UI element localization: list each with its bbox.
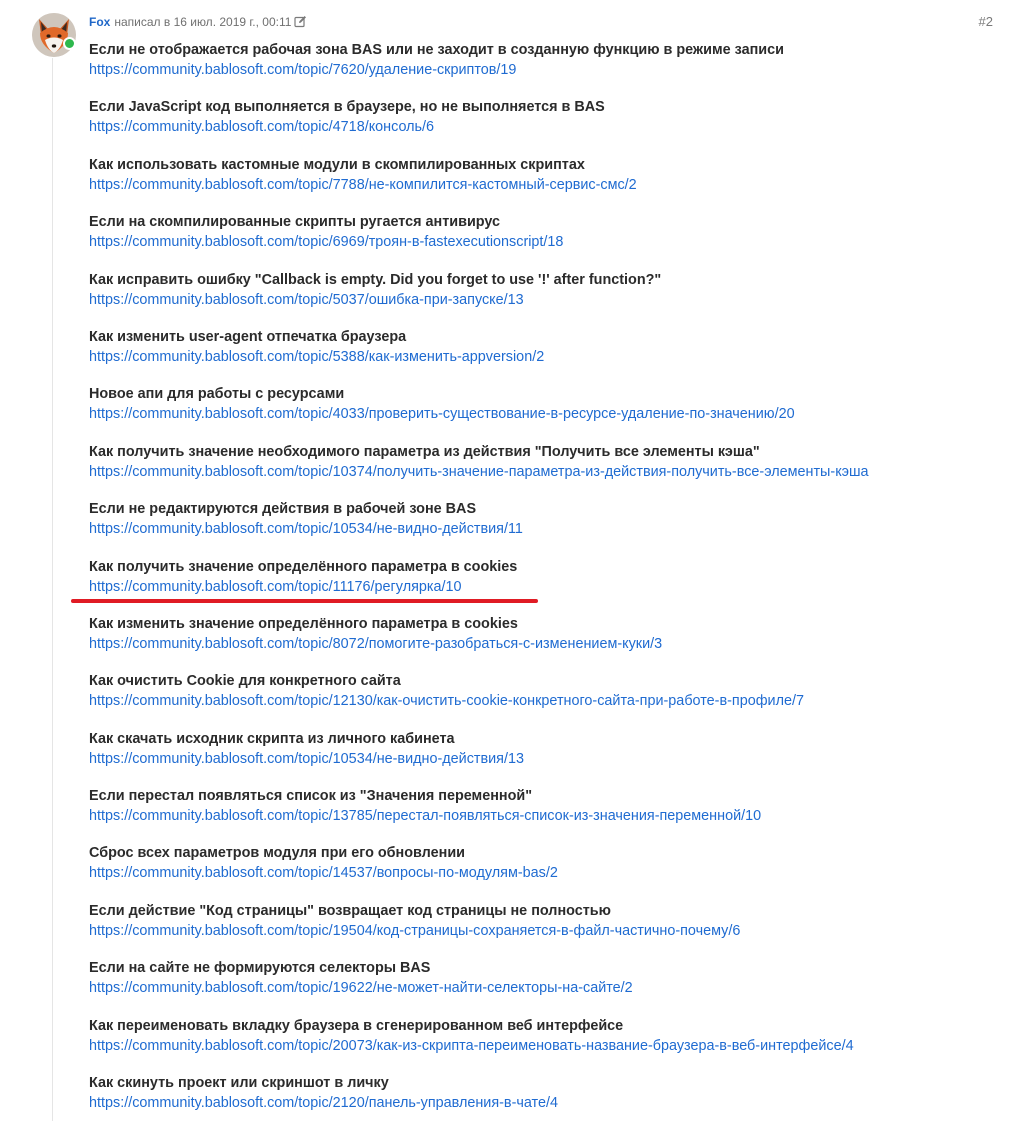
faq-entry-link[interactable]: https://community.bablosoft.com/topic/7788/не-компилится-кастомный-сервис-смс/2 [89, 176, 637, 193]
faq-entry-title: Как очистить Cookie для конкретного сайта [89, 673, 401, 690]
faq-entry [89, 958, 989, 1015]
author-avatar[interactable] [32, 13, 76, 57]
faq-entry-link[interactable]: https://community.bablosoft.com/topic/10534/не-видно-действия/11 [89, 521, 523, 538]
faq-entry-title: Если не отображается рабочая зона BAS или не заходит в созданную функцию в режиме записи [89, 42, 784, 58]
faq-entry-title: Как переименовать вкладку браузера в сгенерированном веб интерфейсе [89, 1017, 624, 1034]
fox-avatar-icon [32, 13, 76, 57]
faq-entry [89, 442, 989, 499]
faq-entry [89, 671, 989, 728]
faq-entry [89, 901, 989, 958]
thread-timeline-line [52, 58, 53, 1121]
post-number-link[interactable]: #2 [978, 14, 993, 29]
faq-entry [89, 614, 989, 671]
faq-entry-title: Как использовать кастомные модули в скомпилированных скриптах [89, 156, 585, 173]
author-name-link[interactable]: Fox [89, 15, 111, 29]
faq-entry-link[interactable]: https://community.bablosoft.com/topic/20073/как-из-скрипта-переименовать-название-браузера-в-веб-интерфейсе/4 [89, 1037, 854, 1054]
faq-entry [89, 155, 989, 212]
faq-entry-link[interactable]: https://community.bablosoft.com/topic/10374/получить-значение-параметра-из-действия-получить-все-элементы-кэша [89, 463, 869, 480]
faq-entry-title: Новое апи для работы с ресурсами [89, 386, 345, 403]
faq-entry-link[interactable]: https://community.bablosoft.com/topic/4033/проверить-существование-в-ресурсе-удаление-по-значению/20 [89, 406, 795, 423]
faq-entry [89, 1016, 989, 1073]
post-meta-text: написал в 16 июл. 2019 г., 00:11 [114, 15, 292, 29]
faq-entry-link[interactable]: https://community.bablosoft.com/topic/5037/ошибка-при-запуске/13 [89, 291, 524, 308]
faq-entry-link[interactable]: https://community.bablosoft.com/topic/2120/панель-управления-в-чате/4 [89, 1095, 558, 1112]
faq-entry-link[interactable]: https://community.bablosoft.com/topic/7620/удаление-скриптов/19 [89, 62, 517, 78]
faq-entry-link[interactable]: https://community.bablosoft.com/topic/6969/троян-в-fastexecutionscript/18 [89, 234, 564, 251]
faq-entry [89, 843, 989, 900]
faq-entry-link[interactable]: https://community.bablosoft.com/topic/11176/регулярка/10 [89, 578, 462, 595]
faq-entry-title: Сброс всех параметров модуля при его обновлении [89, 845, 466, 862]
faq-entry-title: Как исправить ошибку "Callback is empty. Did you forget to use '!' after function?" [89, 271, 662, 288]
faq-entry-link[interactable]: https://community.bablosoft.com/topic/14537/вопросы-по-модулям-bas/2 [89, 865, 558, 882]
faq-entry-list [89, 40, 989, 1130]
faq-entry [89, 40, 989, 97]
faq-entry [89, 557, 989, 614]
post-header [89, 14, 307, 30]
faq-entry-title: Если JavaScript код выполняется в браузере, но не выполняется в BAS [89, 99, 605, 116]
faq-entry-title: Как изменить user-agent отпечатка браузера [89, 328, 407, 345]
faq-entry-title: Если перестал появляться список из "Значения переменной" [89, 788, 533, 805]
red-underline-annotation [71, 599, 538, 603]
online-status-dot [63, 37, 76, 50]
edit-pencil-icon[interactable] [294, 15, 307, 32]
faq-entry [89, 786, 989, 843]
faq-entry-link[interactable]: https://community.bablosoft.com/topic/8072/помогите-разобраться-с-изменением-куки/3 [89, 635, 663, 652]
faq-entry [89, 1073, 989, 1130]
faq-entry-title: Как скинуть проект или скриншот в личку [89, 1075, 389, 1092]
faq-entry-link[interactable]: https://community.bablosoft.com/topic/13785/перестал-появляться-список-из-значения-переменной/10 [89, 808, 762, 825]
faq-entry-link[interactable]: https://community.bablosoft.com/topic/19622/не-может-найти-селекторы-на-сайте/2 [89, 980, 633, 997]
faq-entry-title: Как изменить значение определённого параметра в cookies [89, 615, 518, 632]
faq-entry [89, 499, 989, 556]
faq-entry-title: Если на сайте не формируются селекторы BAS [89, 960, 431, 977]
faq-entry [89, 729, 989, 786]
faq-entry [89, 212, 989, 269]
faq-entry-title: Как получить значение определённого параметра в cookies [89, 558, 518, 575]
faq-entry-title: Как получить значение необходимого параметра из действия "Получить все элементы кэша" [89, 443, 760, 460]
faq-entry [89, 97, 989, 154]
faq-entry-title: Если не редактируются действия в рабочей зоне BAS [89, 501, 477, 518]
faq-entry [89, 327, 989, 384]
faq-entry-link[interactable]: https://community.bablosoft.com/topic/10534/не-видно-действия/13 [89, 750, 524, 767]
faq-entry [89, 384, 989, 441]
faq-entry [89, 270, 989, 327]
faq-entry-title: Как скачать исходник скрипта из личного кабинета [89, 730, 455, 747]
faq-entry-link[interactable]: https://community.bablosoft.com/topic/4718/консоль/6 [89, 119, 435, 136]
faq-entry-title: Если действие "Код страницы" возвращает код страницы не полностью [89, 902, 611, 919]
faq-entry-link[interactable]: https://community.bablosoft.com/topic/5388/как-изменить-appversion/2 [89, 348, 545, 365]
faq-entry-title: Если на скомпилированные скрипты ругается антивирус [89, 214, 501, 231]
faq-entry-link[interactable]: https://community.bablosoft.com/topic/19504/код-страницы-сохраняется-в-файл-частично-почему/6 [89, 922, 741, 939]
faq-entry-link[interactable]: https://community.bablosoft.com/topic/12130/как-очистить-cookie-конкретного-сайта-при-работе-в-профиле/7 [89, 693, 804, 710]
